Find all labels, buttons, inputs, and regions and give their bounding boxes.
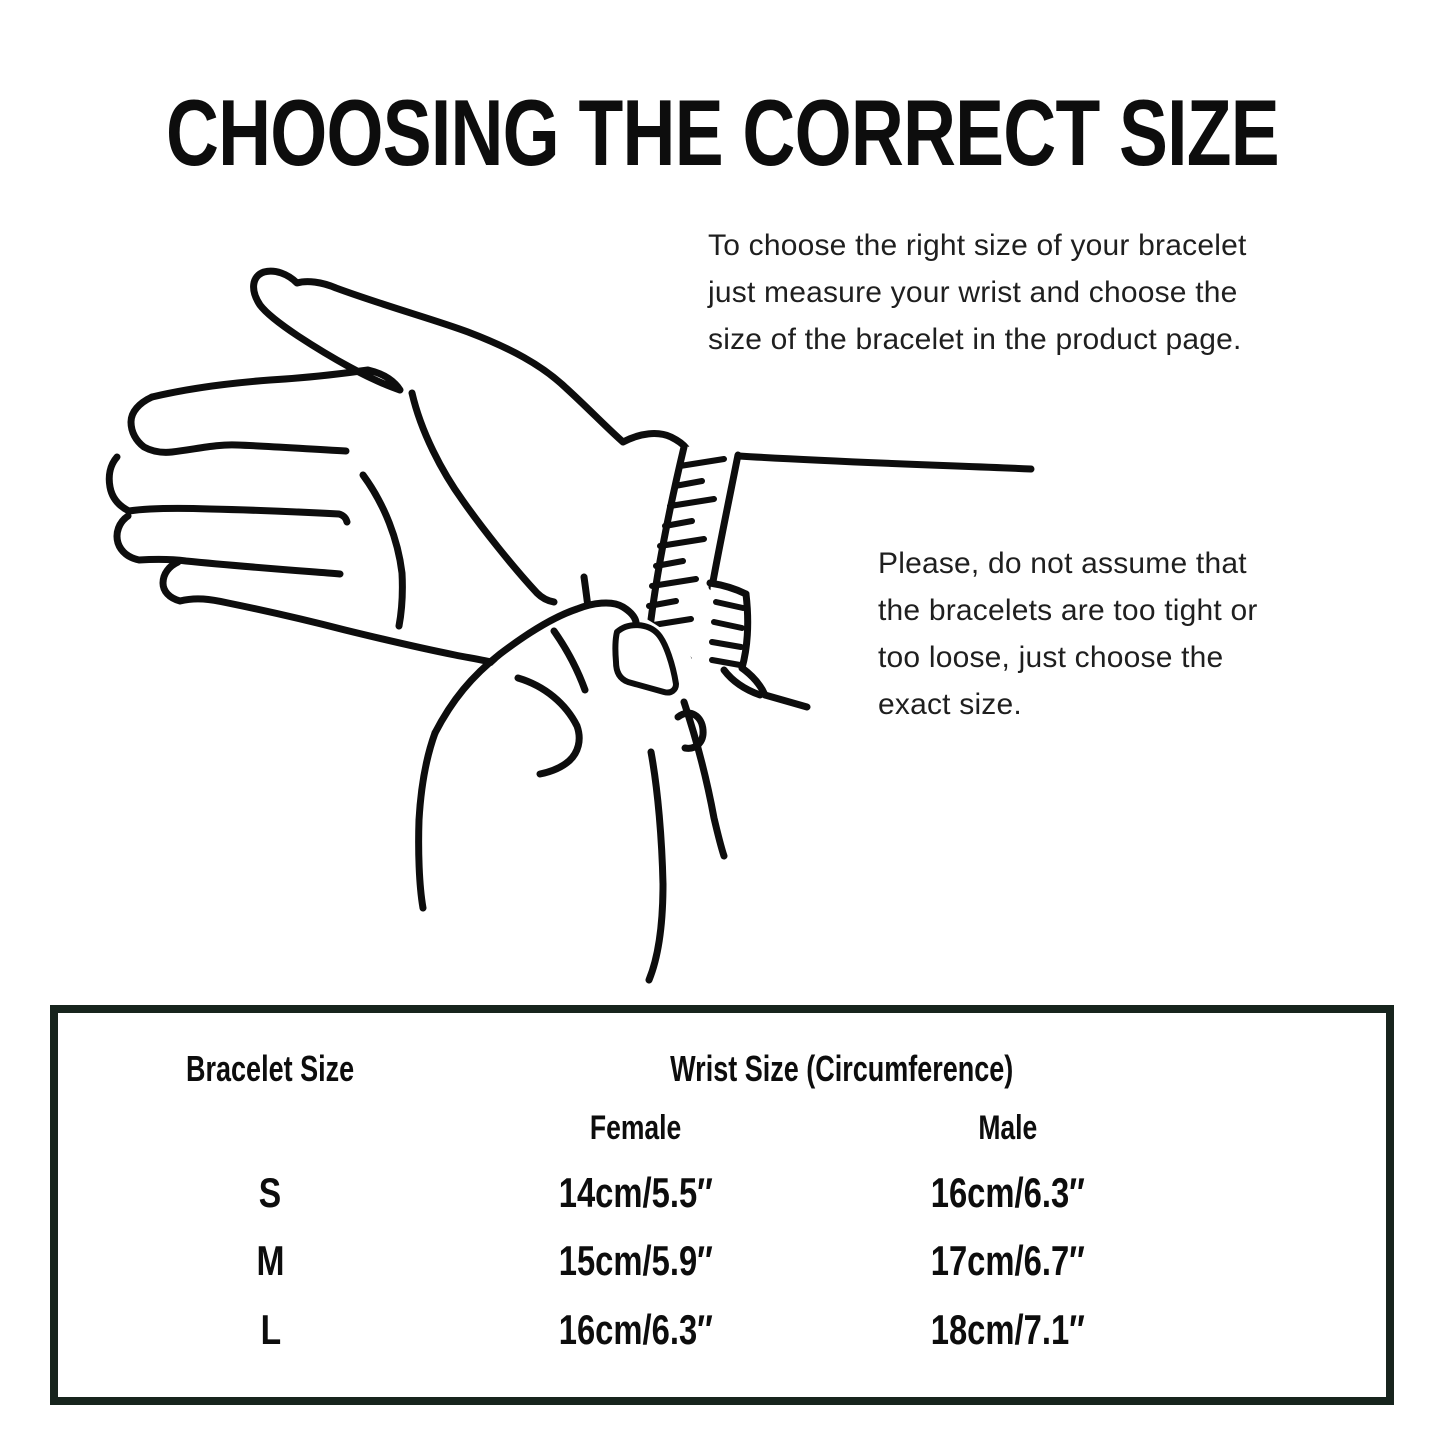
wrist-measurement-illustration (0, 240, 1060, 1030)
table-header-row (58, 1041, 1386, 1097)
female-header-cell (483, 1109, 788, 1148)
female-value-cell (483, 1237, 788, 1285)
palm-crease-short (363, 475, 402, 626)
table-row (58, 1302, 1386, 1358)
index-finger-line (131, 397, 346, 452)
table-row (58, 1233, 1386, 1289)
male-header-cell (788, 1109, 1226, 1148)
female-value-cell (483, 1169, 788, 1217)
male-value: 17cm/6.7″ (930, 1237, 1085, 1284)
intro-line-2: just measure your wrist and choose the (708, 276, 1238, 309)
female-value-cell (483, 1306, 788, 1354)
note-line-2: the bracelets are too tight or (878, 594, 1258, 627)
page-title (0, 80, 1445, 185)
tape-loose-end (709, 583, 807, 707)
size-cell (58, 1237, 483, 1285)
intro-line-3: size of the bracelet in the product page. (708, 323, 1242, 356)
note-line-4: exact size. (878, 688, 1022, 721)
ring-finger-line (117, 516, 340, 574)
note-line-3: too loose, just choose the (878, 641, 1224, 674)
female-value: 15cm/5.9″ (558, 1237, 713, 1284)
palm-crease-long (412, 393, 554, 602)
size-cell (58, 1306, 483, 1354)
bracelet-size-header: Bracelet Size (186, 1048, 355, 1089)
note-line-1: Please, do not assume that (878, 547, 1247, 580)
wrist-size-header: Wrist Size (Circumference) (669, 1048, 1014, 1089)
hand-outline (109, 271, 1031, 663)
size-cell (58, 1169, 483, 1217)
male-value: 18cm/7.1″ (930, 1306, 1085, 1353)
size-table (50, 1005, 1394, 1405)
male-value: 16cm/6.3″ (930, 1169, 1085, 1216)
middle-finger-line (109, 457, 347, 522)
male-value-cell (788, 1169, 1226, 1217)
arm-line (739, 456, 1031, 469)
bracelet-size-header-cell (58, 1048, 483, 1090)
tape-end-tip-line (765, 695, 807, 707)
female-value: 14cm/5.5″ (558, 1169, 713, 1216)
male-value-cell (788, 1237, 1226, 1285)
female-value: 16cm/6.3″ (558, 1306, 713, 1353)
male-value-cell (788, 1306, 1226, 1354)
page-title-text: CHOOSING THE CORRECT SIZE (166, 80, 1279, 185)
size-label: L (260, 1306, 281, 1353)
wrist-size-header-cell (483, 1048, 1200, 1090)
size-label: S (259, 1169, 282, 1216)
table-subheader-row (58, 1100, 1386, 1156)
male-header: Male (978, 1108, 1037, 1147)
female-header: Female (589, 1108, 682, 1147)
intro-line-1: To choose the right size of your bracelet (708, 229, 1247, 262)
table-row (58, 1165, 1386, 1221)
size-label: M (256, 1237, 285, 1284)
pinky-and-palm-line (163, 562, 495, 663)
